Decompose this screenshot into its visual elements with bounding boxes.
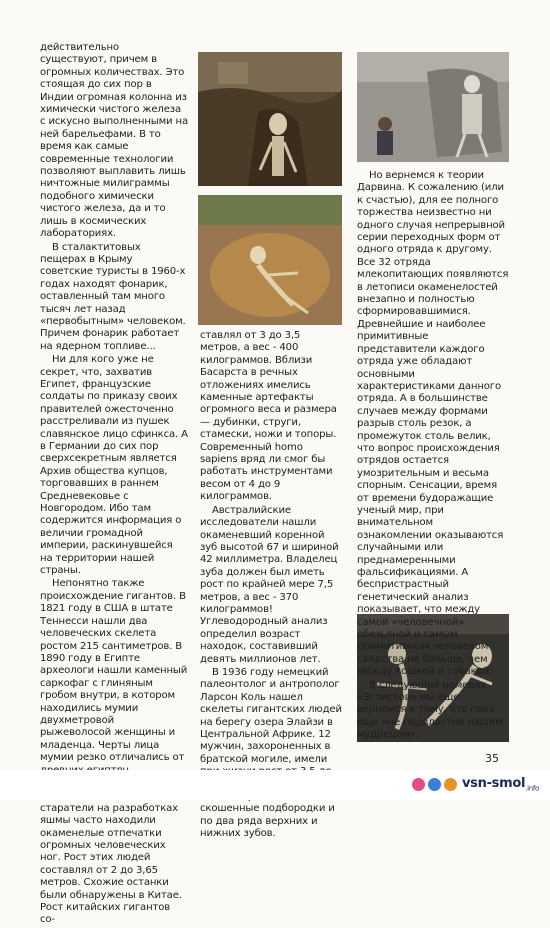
site-badge-icon	[444, 778, 457, 791]
article-column-2	[200, 330, 342, 842]
paragraph: В сталактитовых пещерах в Крыму советские туристы в 1960-х годах находят фонарик, оставленный там много тысяч лет назад «первобытным» человеком. Причем фонарик работает на ядерном топливе...	[40, 241, 186, 352]
site-logo-suffix: .info	[525, 784, 539, 793]
archaeologist-skeleton-photo	[357, 52, 509, 162]
site-badge-icon	[428, 778, 441, 791]
giant-skeleton-dig-photo	[198, 195, 342, 325]
paragraph: Но вернемся к теории Дарвина. К сожалению (или к счастью), для ее полного торжества неизвестно ни одного случая непрерывной серии переходных форм от одного отряда к другому. Все 32 отряда млекопитающих появляются в летописи окаменелостей внезапно и полностью сформировавшимися. Древнейшие и наиболее примитивные представители каждого отряда уже обладают основными характеристиками данного отряда. А в большинстве случаев между формами разрыв столь резок, а промежуток столь велик, что вопрос происхождения отрядов остается умозрительным и весьма спорным. Сенсации, время от времени будоражащие ученый мир, при внимательном ознакомлении оказываются случайными или преднамеренными фальсификациями. А беспристрастный генетический анализ показывает, что между самой «человечной» обезьяной и самым примитивным человеком сходства не больше, чем между кошкой и собакой.	[357, 170, 509, 678]
excavation-skeleton-photo	[198, 52, 342, 186]
site-badge-icon	[412, 778, 425, 791]
paragraph: Австралийские исследователи нашли окаменевший коренной зуб высотой 67 и шириной 42 миллиметра. Владелец зуба должен был иметь рост по крайней мере 7,5 метров, а вес - 370 килограммов! Углеводородный анализ определил возраст находок, составивший девять миллионов лет.	[200, 504, 339, 665]
paragraph: ставлял от 3 до 3,5 метров, а вес - 400 килограммов. Вблизи Басарста в речных отложениях имелись каменные артефакты огромного веса и размера — дубинки, струги, стамески, ножи и топоры. Современный homo sapiens вряд ли смог бы работать инструментами весом от 4 до 9 килограммов.	[200, 330, 337, 503]
paragraph: старатели на разработках яшмы часто находили окаменелые отпечатки огромных человеческих ног. Рост этих людей составлял от 2 до 3,65 метров. Схожие останки были обнаружены в Китае. Рост китайских гигантов со-	[40, 802, 182, 926]
paragraph: Непонятно также происхождение гигантов. В 1821 году в США в штате Теннесси нашли два человеческих скелета ростом 215 сантиметров. В 1890 году в Египте археологи нашли каменный саркофаг с глиняным гробом внутри, в котором находились мумии двухметровой рыжеволосой женщины и младенца. Черты лица мумии резко отличались от	[40, 578, 188, 764]
paragraph: В 1936 году немецкий палеонтолог и антрополог Ларсон Коль нашел скелеты гигантских людей на берегу озера Элайзи в Центральной Африке. 12 мужчин, захороненных в братской могиле, имели скошенные подбородки и по два ряда верхних и нижних зубов.	[200, 666, 342, 840]
site-logo-text: vsn-smol	[462, 776, 526, 791]
page-number: 35	[485, 752, 499, 765]
paragraph: Ни для кого уже не секрет, что, захватив Египет, французские солдаты по приказу своих правителей ожесточенно расстреливали из пушек славянское лицо сфинкса. А в Германии до сих пор сверхсекретным является Архив общества купцов, торговавших в раннем Средневековье с Новгородом. Ибо там содержится информация о величии громадной империи, раскинувшейся на территории нашей страны.	[40, 354, 188, 577]
site-logo[interactable]	[462, 776, 539, 793]
paragraph: действительно существуют, причем в огромных количествах. Это стоящая до сих пор в Индии огромная колонна из химически чистого железа с искусно выполненными на ней барельефами. В то время как самые современные технологии позволяют выплавить лишь ничтожные милиграммы подобного химически чистого железа, да и то лишь в космических лабораториях.	[40, 42, 189, 240]
paragraph: В следующих номерах «Эгоистов» мы еще вернемся к тому, что пока еще «не подвластно нашим мудрецам».	[357, 679, 503, 741]
article-column-3	[357, 170, 509, 743]
